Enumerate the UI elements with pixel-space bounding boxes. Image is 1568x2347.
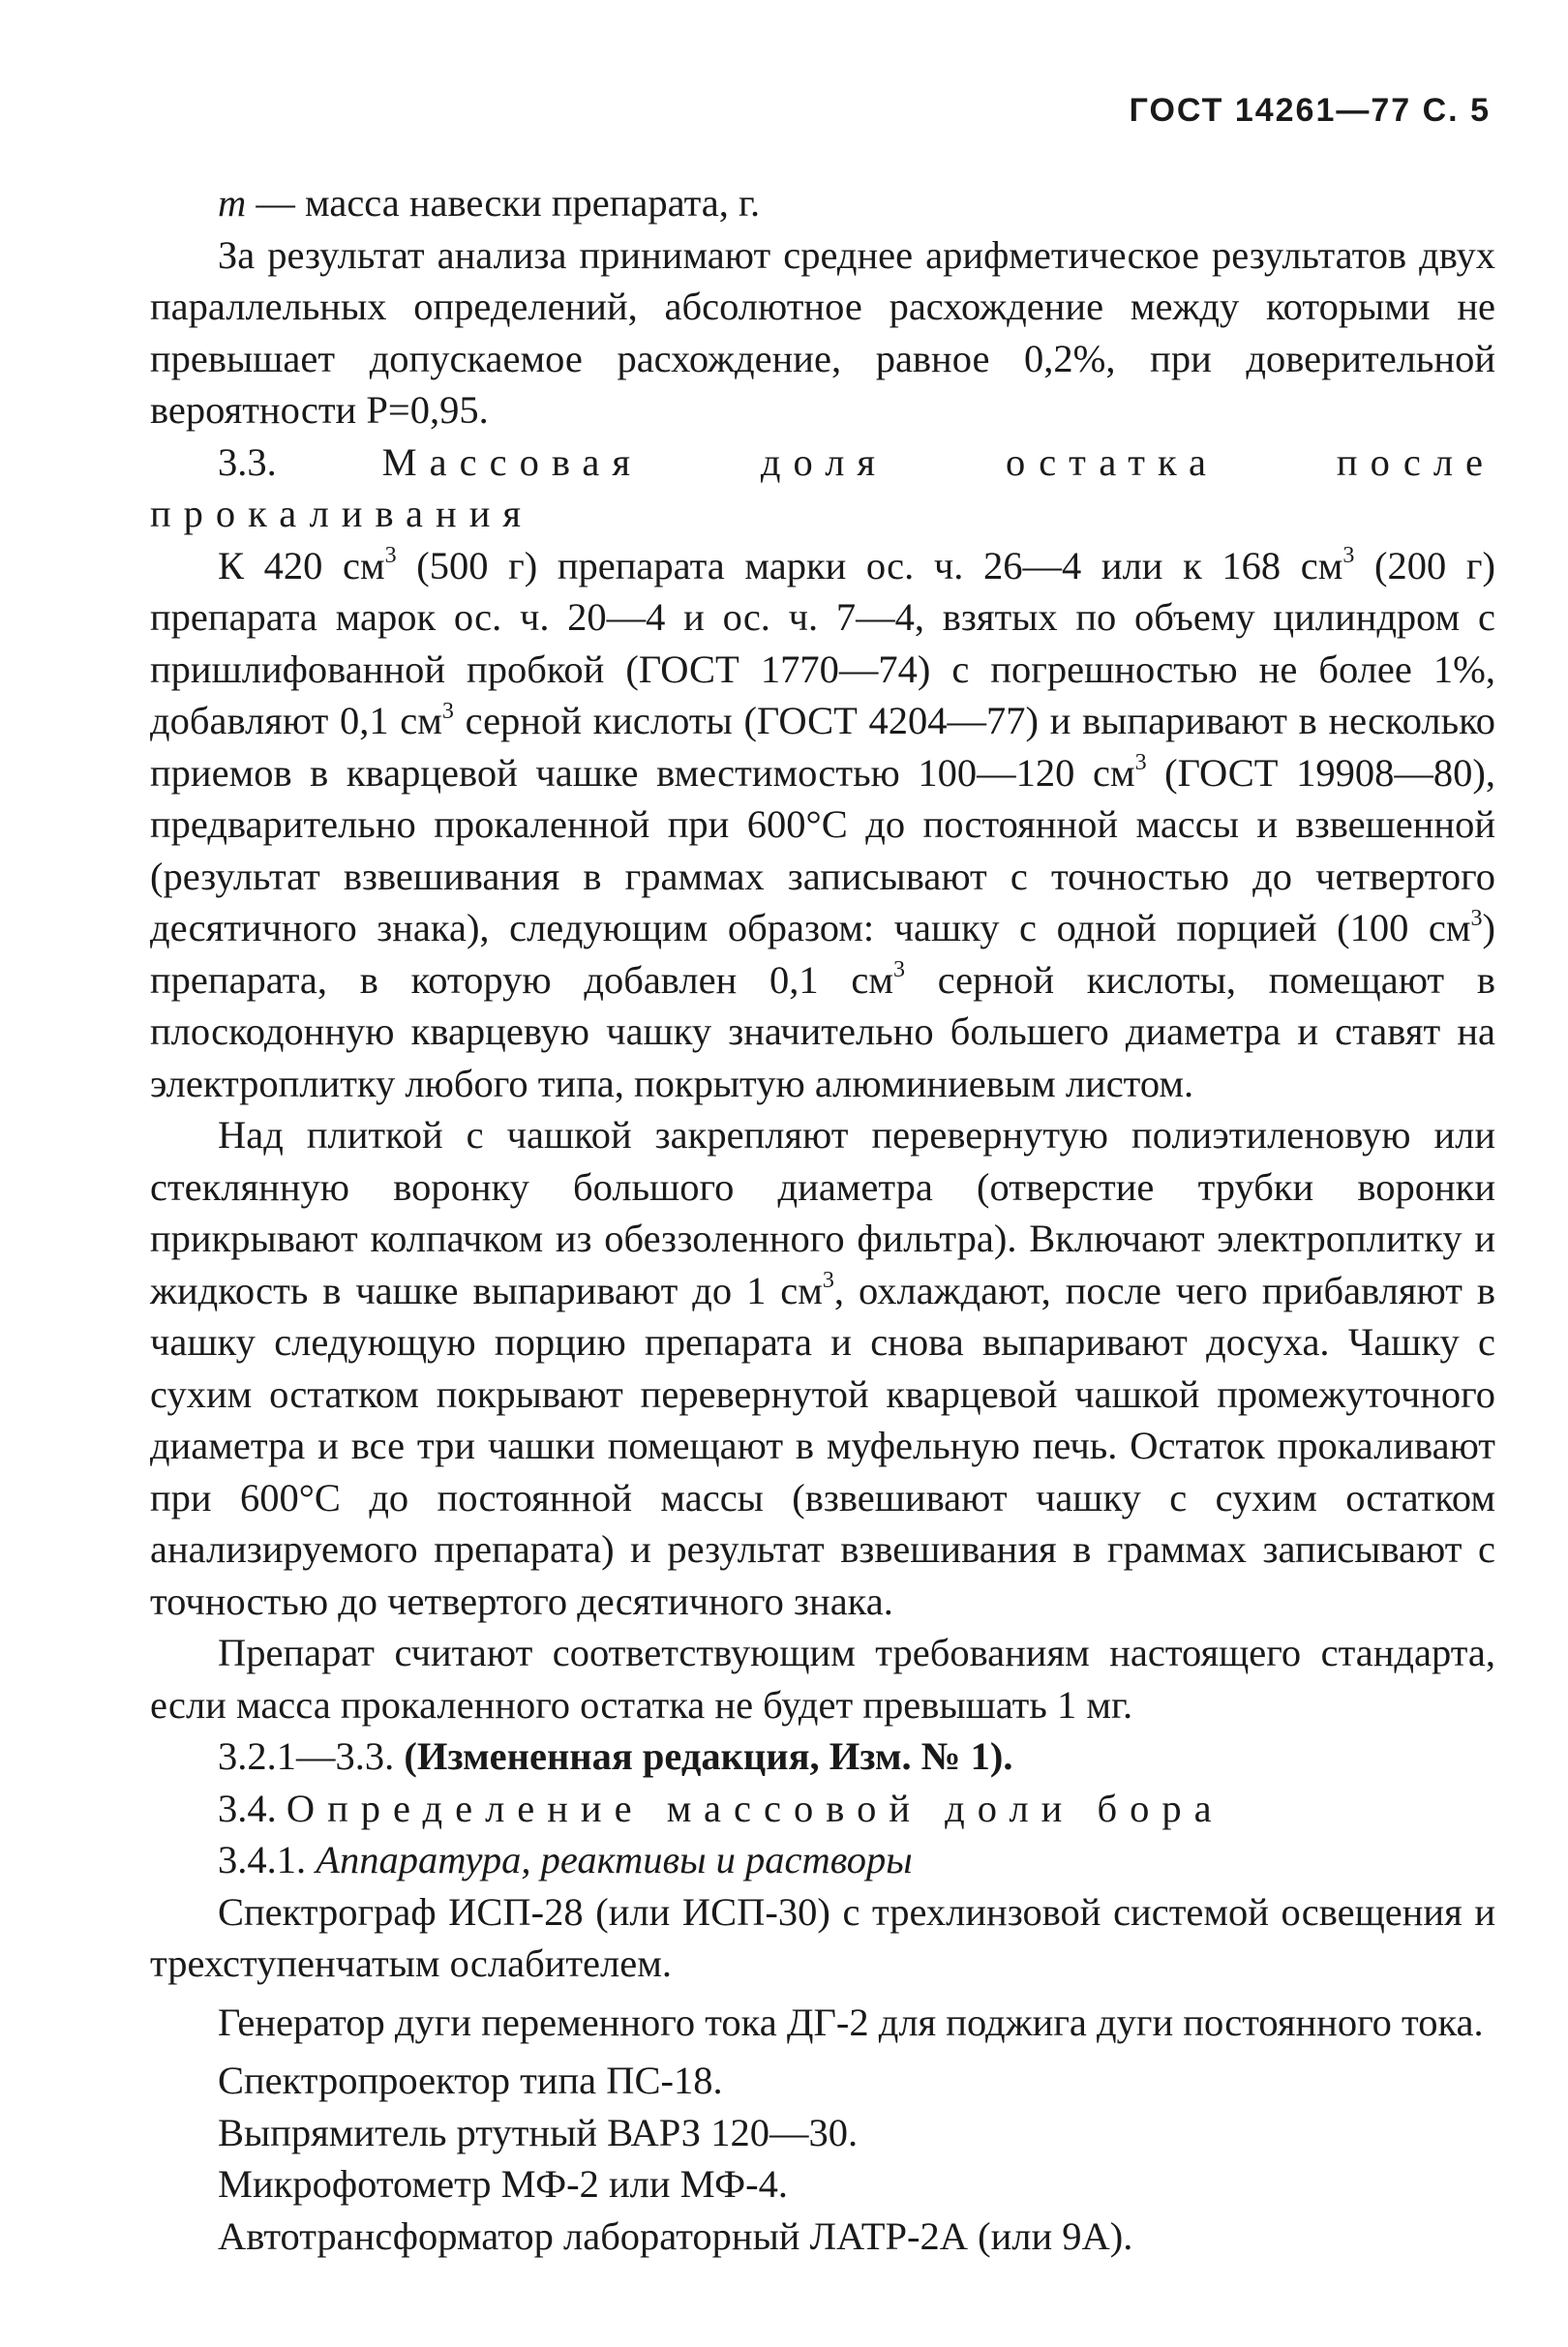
equipment-spectroprojector: Спектропроектор типа ПС-18.: [218, 2059, 723, 2102]
paragraph-m-definition: [150, 177, 1495, 229]
paragraph-procedure: [150, 540, 1495, 1110]
section-title: Определение массовой доли бора: [286, 1786, 1224, 1830]
paragraph-result: За результат анализа принимают среднее арифметическое результатов двух параллельных определений, абсолютное расхождение между которыми не превышает допускаемое расхождение, равное 0,2%, при доверительной вероятности Р=0,95.: [150, 232, 1495, 432]
equipment-rectifier: Выпрямитель ртутный ВАРЗ 120—30.: [218, 2110, 859, 2154]
text-run: ) препарата, в которую добавлен 0,1 см: [150, 906, 1495, 1002]
paragraph-text: — масса навески препарата, г.: [246, 181, 761, 225]
text-run: , охлаждают, после чего прибавляют в чашку следующую порцию препарата и снова выпаривают досуха. Чашку с сухим остатком покрывают перевернутой кварцевой чашкой промежуточного диаметра и все три чашки помещают в муфельную печь. Остаток прокаливают при 600°С до постоянной массы (взвешивают чашку с сухим остатком анализируемого препарата) и результат взвешивания в граммах записывают с точностью до четвертого десятичного знака.: [150, 1268, 1496, 1623]
section-number: 3.4.1.: [218, 1838, 317, 1881]
paragraph-acceptance: Препарат считают соответствующим требованиям настоящего стандарта, если масса прокаленного остатка не будет превышать 1 мг.: [150, 1631, 1495, 1727]
section-title: Массовая доля остатка после прокаливания: [150, 439, 1496, 535]
equipment-arc-generator: Генератор дуги переменного тока ДГ-2 для поджига дуги постоянного тока.: [218, 2000, 1484, 2044]
section-number: 3.4.: [218, 1786, 286, 1830]
amendment-note: (Измененная редакция, Изм. № 1).: [404, 1734, 1013, 1778]
document-body: [150, 177, 1495, 2262]
variable-m: m: [218, 181, 247, 225]
superscript: 3: [892, 957, 905, 982]
section-3-4-heading: [150, 1783, 1495, 1835]
section-title: Аппаратура, реактивы и растворы: [316, 1838, 913, 1881]
paragraph-evaporation: [150, 1109, 1495, 1627]
text-run: серной кислоты (ГОСТ 4204—77) и выпаривают в несколько приемов в кварцевой чашке вместимостью 100—120 см: [150, 699, 1495, 795]
text-run: (500 г) препарата марки ос. ч. 26—4 или к 168 см: [396, 543, 1343, 587]
section-3-4-1-heading: [150, 1834, 1495, 1886]
section-number: 3.3.: [218, 439, 382, 484]
superscript: 3: [1470, 905, 1483, 931]
text-run: серной кислоты, помещают в плоскодонную кварцевую чашку значительно большего диаметра и ставят на электроплитку любого типа, покрытую алюминиевым листом.: [150, 957, 1495, 1105]
superscript: 3: [384, 543, 397, 568]
superscript: 3: [1134, 750, 1147, 775]
equipment-autotransformer: Автотрансформатор лабораторный ЛАТР-2А (или 9А).: [218, 2213, 1133, 2258]
text-run: К 420 см: [218, 543, 385, 587]
page-header: ГОСТ 14261—77 С. 5: [1129, 92, 1491, 129]
equipment-microphotometer: Микрофотометр МФ-2 или МФ-4.: [218, 2162, 788, 2206]
superscript: 3: [441, 698, 454, 724]
text-run: Над плиткой с чашкой закрепляют перевернутую полиэтиленовую или стеклянную воронку большого диаметра (отверстие трубки воронки прикрывают колпачком из обеззоленного фильтра). Включают электроплитку и жидкость в чашке выпаривают до 1 см: [150, 1113, 1495, 1312]
text-run: (200 г) препарата марок ос. ч. 20—4 и ос. ч. 7—4, взятых по объему цилиндром с пришлифованной пробкой (ГОСТ 1770—74) с погрешностью не более 1%, добавляют 0,1 см: [150, 543, 1495, 742]
section-range: 3.2.1—3.3.: [218, 1734, 405, 1778]
superscript: 3: [1342, 543, 1355, 568]
text-run: (ГОСТ 19908—80), предварительно прокаленной при 600°С до постоянной массы и взвешенной (результат взвешивания в граммах записывают с точностью до четвертого десятичного знака), следующим образом: чашку с одной порцией (100 см: [150, 750, 1495, 949]
section-3-3-heading: [150, 436, 1495, 540]
equipment-spectrograph: Спектрограф ИСП-28 (или ИСП-30) с трехлинзовой системой освещения и трехступенчатым ослабителем.: [150, 1889, 1495, 1985]
paragraph-amendment: [150, 1730, 1495, 1783]
superscript: 3: [822, 1268, 834, 1293]
